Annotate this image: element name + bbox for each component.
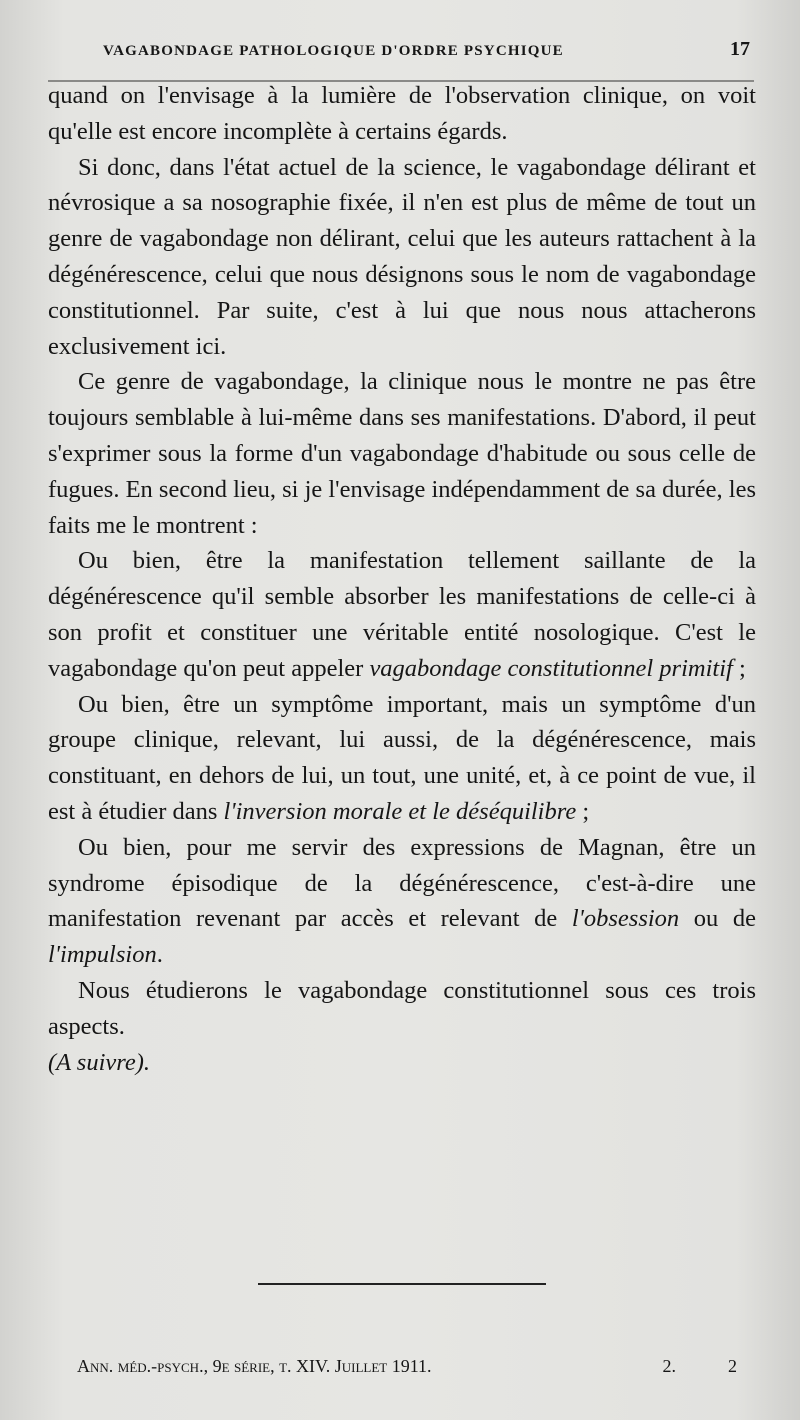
sheet-number: 2.	[662, 1356, 676, 1376]
page-number: 17	[730, 38, 750, 60]
paragraph-7: Nous étudierons le vagabondage constitutionnel sous ces trois aspects.	[48, 976, 756, 1040]
to-be-continued	[48, 1045, 756, 1081]
paragraph-6-emphasis-2: l'impulsion	[48, 941, 157, 969]
running-head	[103, 38, 750, 64]
signature-number: 2	[728, 1356, 737, 1376]
footer-signatures	[663, 1356, 738, 1377]
footer	[77, 1356, 737, 1377]
paragraph-6-text: Ou bien, pour me servir des expressions de Magnan, être un syndrome épisodique de la dégénérescence, c'est-à-dire une manifestation revenant par accès et relevant de	[48, 833, 756, 933]
paragraph-6-end: .	[156, 941, 163, 969]
paragraph-5-text: Ou bien, être un symptôme important, mais un symptôme d'un groupe clinique, relevant, lui aussi, de la dégénérescence, mais constituant, en dehors de lui, un tout, une unité, et, à ce point de vue, il est à étudier dans	[48, 690, 756, 825]
paragraph-1: quand on l'envisage à la lumière de l'observation clinique, on voit qu'elle est encore incomplète à certains égards.	[48, 82, 756, 145]
paragraph-6-mid: ou de	[679, 905, 756, 933]
paragraph-2: Si donc, dans l'état actuel de la science, le vagabondage délirant et névrosique a sa nosographie fixée, il n'en est plus de même de tout un genre de vagabondage non délirant, celui que les auteurs rattachent à la dégénérescence, celui que nous désignons sous le nom de vagabondage constitutionnel. Par suite, c'est à lui que nous nous attacherons exclusivement ici.	[48, 153, 756, 360]
paragraph-3: Ce genre de vagabondage, la clinique nous le montre ne pas être toujours semblable à lui-même dans ses manifestations. D'abord, il peut s'exprimer sous la forme d'un vagabondage d'habitude ou sous celle de fugues. En second lieu, si je l'envisage indépendamment de sa durée, les faits me le montrent :	[48, 368, 756, 539]
running-title: VAGABONDAGE PATHOLOGIQUE D'ORDRE PSYCHIQUE	[103, 43, 564, 59]
paragraph-5	[48, 687, 756, 830]
paragraph-5-emphasis: l'inversion morale et le déséquilibre	[223, 797, 577, 825]
paragraph-4-emphasis: vagabondage constitutionnel primitif	[369, 654, 733, 682]
to-be-continued-text: (A suivre).	[48, 1048, 151, 1076]
journal-reference: Ann. méd.-psych., 9e série, t. XIV. Juillet 1911.	[77, 1356, 432, 1376]
paragraph-5-end: ;	[576, 797, 590, 825]
paragraph-4-text: Ou bien, être la manifestation tellement saillante de la dégénérescence qu'il semble absorber les manifestations de celle-ci à son profit et constituer une véritable entité nosologique. C'est le vagabondage qu'on peut appeler	[48, 547, 756, 682]
paragraph-4-end: ;	[732, 654, 746, 682]
footer-rule	[258, 1283, 546, 1285]
paragraph-4	[48, 543, 756, 686]
paragraph-6-emphasis-1: l'obsession	[571, 905, 680, 933]
body-text	[48, 78, 756, 1080]
paragraph-6	[48, 830, 756, 973]
